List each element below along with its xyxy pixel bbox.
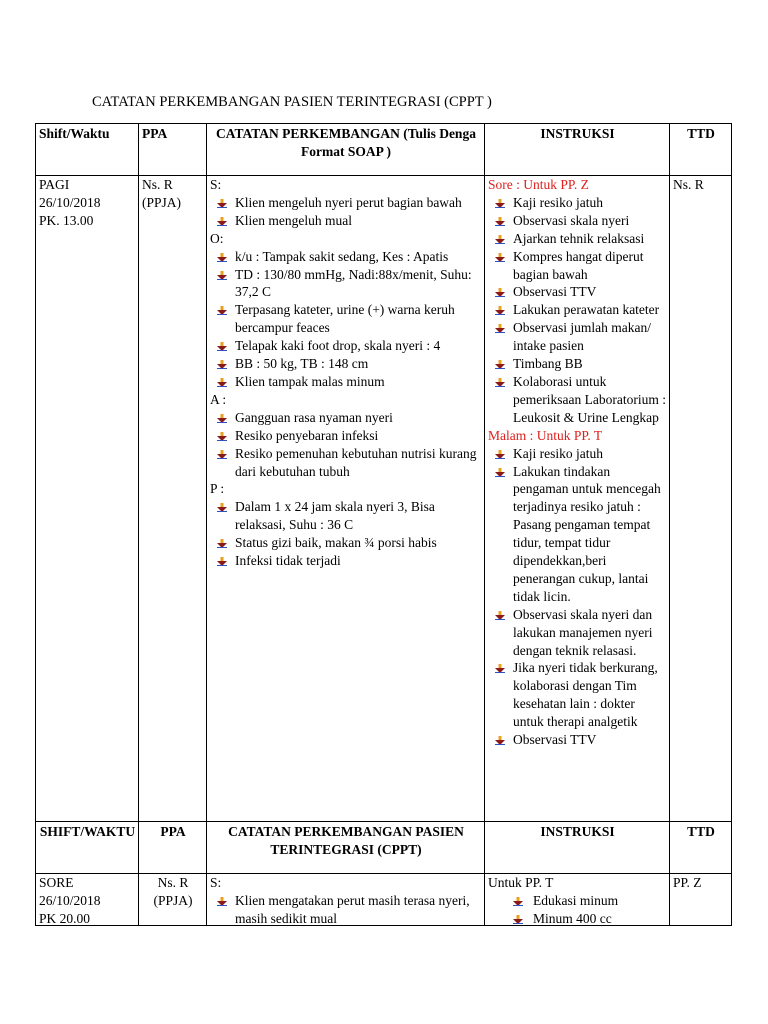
down-arrow-bullet-icon: [513, 915, 523, 924]
soap-section-label: S:: [210, 177, 222, 192]
list-item-text: Kaji resiko jatuh: [513, 445, 603, 461]
header2-ttd: TTD: [670, 822, 732, 874]
list-item-text: Klien mengeluh nyeri perut bagian bawah: [235, 194, 462, 210]
row1-shift-line: PAGI: [39, 177, 70, 192]
list-item: [210, 534, 482, 552]
list-item: [488, 373, 667, 427]
down-arrow-bullet-icon: [217, 414, 227, 423]
row2-soap-cell: [207, 874, 485, 926]
down-arrow-bullet-icon: [217, 306, 227, 315]
soap-section-list: [210, 409, 482, 481]
header2-instruksi: INSTRUKSI: [485, 822, 670, 874]
down-arrow-bullet-icon: [495, 253, 505, 262]
list-item-text: Lakukan tindakan pengaman untuk mencegah terjadinya resiko jatuh : Pasang pengaman tempat tidur, tempat tidur dipendekkan,beri penerangan cukup, lantai tidak licin.: [513, 463, 661, 604]
down-arrow-bullet-icon: [217, 342, 227, 351]
row2-ppa-cell: [139, 874, 207, 926]
down-arrow-bullet-icon: [495, 664, 505, 673]
down-arrow-bullet-icon: [495, 306, 505, 315]
list-item-text: Klien mengatakan perut masih terasa nyeri, masih sedikit mual: [235, 892, 470, 925]
down-arrow-bullet-icon: [495, 235, 505, 244]
header-row-2: [36, 822, 732, 874]
list-item: [210, 248, 482, 266]
list-item: [210, 212, 482, 230]
list-item-text: Observasi skala nyeri: [513, 212, 630, 228]
list-item-text: Jika nyeri tidak berkurang, kolaborasi dengan Tim kesehatan lain : dokter untuk therapi analgetik: [513, 660, 658, 730]
row1-ppa-cell: [139, 176, 207, 822]
list-item-text: Observasi skala nyeri dan lakukan manajemen nyeri dengan teknik relasasi.: [513, 606, 653, 658]
list-item: [210, 445, 482, 481]
row2-instr-heading: Untuk PP. T: [488, 875, 554, 890]
list-item-text: Kaji resiko jatuh: [513, 194, 603, 210]
row2-ppa-line: (PPJA): [153, 892, 193, 908]
header-ttd: TTD: [670, 124, 732, 176]
list-item: [488, 194, 667, 212]
table-row: [36, 874, 732, 926]
header-instruksi: INSTRUKSI: [485, 124, 670, 176]
down-arrow-bullet-icon: [495, 611, 505, 620]
soap-section-list: [210, 248, 482, 391]
down-arrow-bullet-icon: [495, 736, 505, 745]
down-arrow-bullet-icon: [513, 897, 523, 906]
list-item-text: Observasi TTV: [513, 732, 597, 748]
soap-section-list: [210, 194, 482, 230]
down-arrow-bullet-icon: [217, 360, 227, 369]
header-shift: Shift/Waktu: [36, 124, 139, 176]
row2-ppa-line: Ns. R: [157, 875, 189, 890]
soap-section-label: A :: [210, 391, 227, 407]
list-item-text: TD : 130/80 mmHg, Nadi:88x/menit, Suhu: 37,2 C: [235, 266, 472, 300]
row1-shift-line: PK. 13.00: [39, 212, 94, 228]
list-item-text: Gangguan rasa nyaman nyeri: [235, 409, 393, 425]
row1-ttd-cell: Ns. R: [670, 176, 732, 822]
down-arrow-bullet-icon: [217, 217, 227, 226]
document-title: CATATAN PERKEMBANGAN PASIEN TERINTEGRASI (CPPT ): [92, 94, 492, 110]
header2-ppa: PPA: [139, 822, 207, 874]
down-arrow-bullet-icon: [217, 378, 227, 387]
list-item-text: Ajarkan tehnik relaksasi: [513, 230, 645, 246]
list-item-text: BB : 50 kg, TB : 148 cm: [235, 356, 369, 372]
down-arrow-bullet-icon: [217, 539, 227, 548]
list-item-text: Observasi TTV: [513, 284, 597, 300]
list-item-text: Observasi jumlah makan/ intake pasien: [513, 320, 651, 354]
list-item-text: Resiko penyebaran infeksi: [235, 427, 379, 443]
list-item: [488, 248, 667, 284]
down-arrow-bullet-icon: [217, 557, 227, 566]
instruksi-list: [488, 194, 667, 427]
list-item-text: Resiko pemenuhan kebutuhan nutrisi kurang dari kebutuhan tubuh: [235, 445, 477, 479]
down-arrow-bullet-icon: [217, 253, 227, 262]
down-arrow-bullet-icon: [495, 378, 505, 387]
down-arrow-bullet-icon: [217, 199, 227, 208]
soap-section-list: [210, 498, 482, 570]
down-arrow-bullet-icon: [495, 360, 505, 369]
list-item-text: Timbang BB: [513, 356, 583, 372]
down-arrow-bullet-icon: [495, 199, 505, 208]
row1-soap-cell: [207, 176, 485, 822]
list-item-text: Dalam 1 x 24 jam skala nyeri 3, Bisa relaksasi, Suhu : 36 C: [235, 499, 435, 533]
soap-section-label: O:: [210, 230, 224, 246]
instruksi-list: [488, 445, 667, 749]
row2-instruksi-cell: [485, 874, 670, 926]
list-item: [488, 910, 667, 925]
list-item: [488, 283, 667, 301]
list-item: [488, 731, 667, 749]
down-arrow-bullet-icon: [495, 217, 505, 226]
list-item-text: Status gizi baik, makan ¾ porsi habis: [235, 535, 437, 551]
list-item: [210, 552, 482, 570]
row1-shift-cell: [36, 176, 139, 822]
down-arrow-bullet-icon: [495, 468, 505, 477]
row1-shift-line: 26/10/2018: [39, 194, 101, 210]
row1-instruksi-cell: [485, 176, 670, 822]
list-item: [210, 194, 482, 212]
down-arrow-bullet-icon: [217, 432, 227, 441]
list-item-text: Minum 400 cc: [533, 910, 612, 925]
list-item: [210, 373, 482, 391]
soap-section-label: P :: [210, 481, 225, 497]
list-item: [488, 606, 667, 660]
row1-ppa-line: (PPJA): [142, 194, 182, 210]
list-item: [488, 659, 667, 731]
down-arrow-bullet-icon: [495, 324, 505, 333]
list-item-text: Kolaborasi untuk pemeriksaan Laboratorium : Leukosit & Urine Lengkap: [513, 373, 666, 425]
list-item: [210, 498, 482, 534]
row2-ttd-cell: PP. Z: [670, 874, 732, 926]
header-catatan: CATATAN PERKEMBANGAN (Tulis Denga Format SOAP ): [207, 124, 485, 176]
down-arrow-bullet-icon: [217, 271, 227, 280]
list-item-text: Klien mengeluh mual: [235, 212, 352, 228]
list-item: [210, 266, 482, 302]
row2-instr-list: [488, 892, 667, 925]
row2-shift-line: 26/10/2018: [39, 892, 101, 908]
list-item-text: Terpasang kateter, urine (+) warna keruh bercampur feaces: [235, 302, 455, 336]
list-item: [210, 892, 482, 925]
instruksi-shift-heading: Malam : Untuk PP. T: [488, 427, 603, 443]
list-item: [488, 319, 667, 355]
list-item-text: Kompres hangat diperut bagian bawah: [513, 248, 644, 282]
header2-catatan: CATATAN PERKEMBANGAN PASIEN TERINTEGRASI (CPPT): [207, 822, 485, 874]
list-item: [488, 463, 667, 606]
list-item: [210, 301, 482, 337]
instruksi-shift-heading: Sore : Untuk PP. Z: [488, 177, 589, 192]
row2-s-list: [210, 892, 482, 925]
list-item: [210, 409, 482, 427]
list-item: [488, 892, 667, 910]
cppt-table: [35, 123, 732, 926]
down-arrow-bullet-icon: [217, 897, 227, 906]
list-item: [210, 355, 482, 373]
table-row: [36, 176, 732, 822]
list-item: [488, 445, 667, 463]
list-item-text: Edukasi minum: [533, 892, 619, 908]
row2-shift-line: PK 20.00: [39, 910, 91, 925]
list-item-text: k/u : Tampak sakit sedang, Kes : Apatis: [235, 248, 449, 264]
down-arrow-bullet-icon: [217, 503, 227, 512]
down-arrow-bullet-icon: [495, 288, 505, 297]
row2-shift-cell: [36, 874, 139, 926]
list-item: [488, 355, 667, 373]
row2-shift-line: SORE: [39, 875, 74, 890]
list-item: [488, 230, 667, 248]
list-item-text: Infeksi tidak terjadi: [235, 553, 341, 569]
list-item-text: Klien tampak malas minum: [235, 373, 385, 389]
down-arrow-bullet-icon: [495, 450, 505, 459]
list-item-text: Telapak kaki foot drop, skala nyeri : 4: [235, 338, 441, 354]
header-ppa: PPA: [139, 124, 207, 176]
list-item: [488, 301, 667, 319]
header-row-1: [36, 124, 732, 176]
list-item-text: Lakukan perawatan kateter: [513, 302, 660, 318]
row1-ppa-line: Ns. R: [142, 177, 173, 192]
list-item: [488, 212, 667, 230]
list-item: [210, 427, 482, 445]
row2-s-label: S:: [210, 875, 222, 890]
down-arrow-bullet-icon: [217, 450, 227, 459]
list-item: [210, 337, 482, 355]
header2-shift: SHIFT/WAKTU: [36, 822, 139, 874]
